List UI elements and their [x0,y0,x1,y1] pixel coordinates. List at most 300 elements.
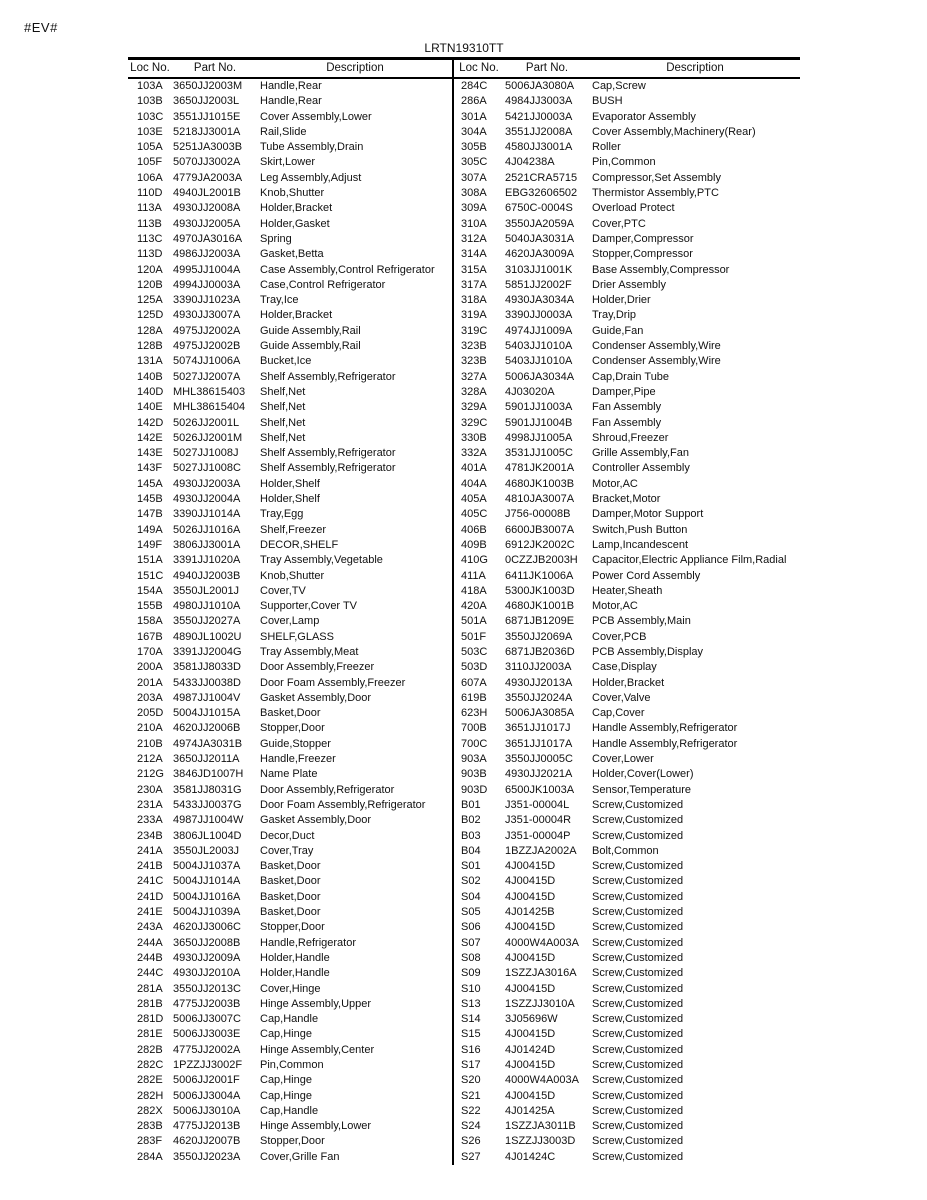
part-no-cell: 6871JB1209E [505,615,575,628]
loc-no-cell: 155B [137,600,163,613]
description-cell: Holder,Cover(Lower) [592,768,694,781]
loc-no-cell: 607A [461,676,487,689]
description-cell: Bracket,Motor [592,493,661,506]
part-no-cell: 5006JJ3004A [173,1089,241,1102]
description-cell: Screw,Customized [592,814,684,827]
loc-no-cell: 143E [137,447,163,460]
loc-no-cell: S24 [461,1120,481,1133]
part-no-cell: 4975JJ2002B [173,340,241,353]
part-no-cell: 5004JJ1015A [173,707,241,720]
part-no-cell: 4J00415D [505,1059,556,1071]
description-cell: Base Assembly,Compressor [592,263,730,276]
description-cell: Door Foam Assembly,Refrigerator [260,798,426,811]
description-cell: SHELF,GLASS [260,630,334,643]
loc-no-cell: 103A [137,80,163,92]
table-row [128,201,452,216]
description-cell: Holder,Shelf [260,477,320,490]
description-cell: Screw,Customized [592,1013,684,1026]
loc-no-cell: 281A [137,982,163,995]
description-cell: Compressor,Set Assembly [592,171,721,184]
table-row [128,752,452,767]
loc-no-cell: 323B [461,340,487,353]
description-cell: Shelf,Net [260,385,306,398]
part-no-cell: 4J04238A [505,156,555,169]
loc-no-cell: 286A [461,95,487,108]
description-cell: Hinge Assembly,Upper [260,997,372,1010]
part-no-cell: 4620JJ2006B [173,722,241,735]
loc-no-cell: 131A [137,355,163,368]
table-row [454,553,800,568]
description-cell: Pin,Common [260,1059,324,1071]
part-no-cell: 5004JJ1039A [173,906,241,919]
description-cell: Shelf,Net [260,431,306,444]
description-cell: Stopper,Door [260,1135,325,1148]
table-row [454,1104,800,1119]
page-title: LRTN19310TT [424,41,504,55]
part-no-cell: 4775JJ2002A [173,1043,241,1056]
table-row [128,936,452,951]
part-no-cell: 4J03020A [505,385,555,398]
part-no-cell: 3551JJ1015E [173,110,241,123]
parts-table-left [128,60,452,1165]
description-cell: Cover,Valve [592,691,651,704]
part-no-cell: 4775JJ2013B [173,1120,241,1133]
loc-no-cell: 317A [461,278,487,291]
part-no-cell: 5251JA3003B [173,141,243,154]
loc-no-cell: 210A [137,722,163,735]
description-cell: Screw,Customized [592,921,684,934]
table-row [128,813,452,828]
description-cell: Shelf Assembly,Refrigerator [260,462,396,475]
table-row [128,155,452,170]
loc-no-cell: 619B [461,691,487,704]
part-no-cell: 4930JJ2003A [173,477,241,490]
part-no-cell: 4620JA3009A [505,248,575,261]
table-row [128,263,452,278]
description-cell: Shelf Assembly,Refrigerator [260,447,396,460]
loc-no-cell: 105F [137,156,163,169]
loc-no-cell: 125D [137,309,164,322]
table-row [128,737,452,752]
description-cell: Handle,Rear [260,80,322,92]
description-cell: Shelf,Freezer [260,523,327,536]
description-cell: Screw,Customized [592,967,684,980]
loc-no-cell: 201A [137,676,163,689]
description-cell: Screw,Customized [592,936,684,949]
loc-no-cell: 128B [137,340,163,353]
description-cell: Leg Assembly,Adjust [260,171,362,184]
loc-no-cell: 241B [137,860,163,873]
description-cell: Thermistor Assembly,PTC [592,187,719,200]
loc-no-cell: S14 [461,1013,481,1026]
loc-no-cell: B03 [461,829,481,842]
col-header-part-no: Part No. [172,60,258,78]
description-cell: Guide Assembly,Rail [260,324,361,337]
loc-no-cell: 332A [461,447,487,460]
loc-no-cell: 330B [461,431,487,444]
table-row [454,614,800,629]
loc-no-cell: 501F [461,630,487,643]
loc-no-cell: 323B [461,355,487,368]
description-cell: Shelf,Net [260,401,306,414]
loc-no-cell: 301A [461,110,487,123]
loc-no-cell: 158A [137,615,163,628]
loc-no-cell: 411A [461,569,486,582]
table-row [128,1089,452,1104]
loc-no-cell: 205D [137,707,164,720]
loc-no-cell: S10 [461,982,481,995]
loc-no-cell: 284C [461,80,488,92]
header-row [454,60,800,78]
description-cell: Screw,Customized [592,875,684,888]
description-cell: Bucket,Ice [260,355,312,368]
part-no-cell: 4775JJ2003B [173,997,241,1010]
table-row [128,186,452,201]
part-no-cell: 4J00415D [505,1028,556,1041]
loc-no-cell: 113A [137,202,162,215]
part-no-cell: 5006JA3034A [505,370,575,383]
right-rows-body [454,78,800,1165]
part-no-cell: 4987JJ1004W [173,814,244,827]
parts-table [128,57,800,1165]
table-row [128,951,452,966]
table-row [454,431,800,446]
part-no-cell: MHL38615404 [173,401,246,414]
part-no-cell: 3103JJ1001K [505,263,573,276]
table-row [454,492,800,507]
part-no-cell: 3390JJ0003A [505,309,573,322]
table-row [128,477,452,492]
loc-no-cell: 142D [137,416,164,429]
description-cell: Grille Assembly,Fan [592,447,689,460]
description-cell: Handle,Rear [260,95,322,108]
table-row [128,416,452,431]
loc-no-cell: 170A [137,645,163,658]
loc-no-cell: 319A [461,309,487,322]
table-row [128,125,452,140]
table-row [454,125,800,140]
table-row [454,110,800,125]
table-row [454,385,800,400]
part-no-cell: 4940JJ2003B [173,569,241,582]
description-cell: Hinge Assembly,Center [260,1043,375,1056]
part-no-cell: 4J00415D [505,860,556,873]
description-cell: Stopper,Door [260,921,325,934]
table-row [454,232,800,247]
loc-no-cell: 309A [461,202,487,215]
col-header-description: Description [258,60,452,78]
loc-no-cell: S09 [461,967,481,980]
description-cell: Motor,AC [592,600,638,613]
part-no-cell: 4J00415D [505,890,556,903]
description-cell: Cap,Drain Tube [592,370,670,383]
loc-no-cell: 103B [137,95,163,108]
description-cell: Screw,Customized [592,1104,684,1117]
part-no-cell: 4984JJ3003A [505,95,573,108]
description-cell: Shelf,Net [260,416,306,429]
part-no-cell: 4930JJ2008A [173,202,241,215]
table-row [128,339,452,354]
description-cell: Pin,Common [592,156,656,169]
part-no-cell: 6411JK1006A [505,569,574,582]
table-row [454,997,800,1012]
part-no-cell: 4000W4A003A [505,1074,579,1087]
table-row [454,247,800,262]
description-cell: Screw,Customized [592,1043,684,1056]
loc-no-cell: 903D [461,783,488,796]
part-no-cell: 3650JJ2011A [173,753,240,766]
part-no-cell: 6912JK2002C [505,538,575,551]
part-no-cell: 4J01424D [505,1043,556,1056]
table-row [454,982,800,997]
description-cell: Spring [260,232,292,245]
description-cell: Holder,Drier [592,294,651,307]
loc-no-cell: 282H [137,1089,164,1102]
loc-no-cell: 241A [137,844,163,857]
description-cell: DECOR,SHELF [260,538,339,551]
loc-no-cell: 154A [137,584,163,597]
loc-no-cell: 140B [137,370,163,383]
parts-table-left-half [128,60,452,1165]
loc-no-cell: 315A [461,263,487,276]
description-cell: Cover,PTC [592,217,646,230]
loc-no-cell: 327A [461,370,487,383]
description-cell: PCB Assembly,Display [592,645,704,658]
table-row [128,1043,452,1058]
description-cell: Holder,Bracket [260,202,333,215]
loc-no-cell: 234B [137,829,163,842]
table-row [128,874,452,889]
loc-no-cell: 700C [461,737,488,750]
loc-no-cell: 903A [461,753,487,766]
part-no-cell: 4987JJ1004V [173,691,241,704]
description-cell: Hinge Assembly,Lower [260,1120,372,1133]
description-cell: Screw,Customized [592,951,684,964]
table-row [128,691,452,706]
description-cell: Stopper,Compressor [592,248,693,261]
description-cell: Fan Assembly [592,416,662,429]
table-row [454,140,800,155]
loc-no-cell: S13 [461,997,481,1010]
part-no-cell: 5006JJ3010A [173,1104,241,1117]
part-no-cell: 2521CRA5715 [505,171,578,184]
description-cell: Tray,Ice [260,294,299,307]
part-no-cell: 5851JJ2002F [505,278,572,291]
description-cell: Bolt,Common [592,844,659,857]
loc-no-cell: 329C [461,416,488,429]
table-row [454,798,800,813]
part-no-cell: 3550JJ2024A [505,691,573,704]
table-row [454,676,800,691]
description-cell: Damper,Motor Support [592,508,704,521]
description-cell: Screw,Customized [592,982,684,995]
loc-no-cell: 406B [461,523,487,536]
description-cell: Lamp,Incandescent [592,538,689,551]
description-cell: Handle Assembly,Refrigerator [592,722,738,735]
loc-no-cell: 282X [137,1104,163,1117]
part-no-cell: 3J05696W [505,1013,558,1026]
loc-no-cell: 210B [137,737,163,750]
part-no-cell: 4986JJ2003A [173,248,241,261]
description-cell: Door Assembly,Freezer [260,661,375,674]
description-cell: Door Assembly,Refrigerator [260,783,395,796]
table-row [128,844,452,859]
table-row [454,201,800,216]
table-row [454,400,800,415]
description-cell: Rail,Slide [260,125,307,138]
description-cell: Case Assembly,Control Refrigerator [260,263,435,276]
part-no-cell: 3550JJ0005C [505,753,573,766]
table-row [128,829,452,844]
table-row [454,1027,800,1042]
table-row [454,1058,800,1073]
part-no-cell: 4J01425B [505,906,555,919]
part-no-cell: 5026JJ2001L [173,416,240,429]
table-row [454,1043,800,1058]
description-cell: Screw,Customized [592,860,684,873]
table-row [128,660,452,675]
description-cell: Screw,Customized [592,1135,684,1148]
description-cell: Roller [592,141,621,154]
table-row [128,492,452,507]
table-row [128,798,452,813]
table-row [454,354,800,369]
loc-no-cell: 282B [137,1043,163,1056]
description-cell: Holder,Gasket [260,217,330,230]
part-no-cell: 1SZZJJ3010A [505,997,575,1010]
description-cell: Fan Assembly [592,401,662,414]
description-cell: Handle Assembly,Refrigerator [592,737,738,750]
loc-no-cell: 304A [461,125,487,138]
loc-no-cell: S08 [461,951,481,964]
description-cell: Knob,Shutter [260,187,325,200]
table-row [454,308,800,323]
loc-no-cell: 283B [137,1120,163,1133]
part-no-cell: 4580JJ3001A [505,141,573,154]
loc-no-cell: 305C [461,156,488,169]
part-no-cell: 3550JL2001J [173,584,240,597]
table-row [454,461,800,476]
description-cell: Gasket Assembly,Door [260,691,372,704]
part-no-cell: 4930JJ2009A [173,951,241,964]
loc-no-cell: 312A [461,232,487,245]
table-row [128,293,452,308]
description-cell: Screw,Customized [592,1074,684,1087]
part-no-cell: 5403JJ1010A [505,355,573,368]
table-row [128,997,452,1012]
loc-no-cell: 418A [461,584,487,597]
loc-no-cell: 318A [461,294,487,307]
part-no-cell: 5901JJ1003A [505,401,573,414]
table-row [454,752,800,767]
part-no-cell: 5006JA3080A [505,80,575,92]
table-row [454,920,800,935]
description-cell: Heater,Sheath [592,584,663,597]
description-cell: Gasket Assembly,Door [260,814,372,827]
description-cell: Tray Assembly,Vegetable [260,554,383,567]
table-row [454,874,800,889]
description-cell: Cap,Hinge [260,1074,312,1087]
part-no-cell: 4970JA3016A [173,232,243,245]
part-no-cell: 5006JJ3007C [173,1013,241,1026]
part-no-cell: J351-00004L [505,798,570,811]
part-no-cell: 0CZZJB2003H [505,554,578,567]
loc-no-cell: 167B [137,630,163,643]
loc-no-cell: 142E [137,431,163,444]
description-cell: Holder,Bracket [260,309,333,322]
description-cell: Cover,Hinge [260,982,321,995]
col-header-loc-no: Loc No. [454,60,504,78]
loc-no-cell: 149A [137,523,163,536]
part-no-cell: 4890JL1002U [173,630,242,643]
part-no-cell: 4779JA2003A [173,171,243,184]
loc-no-cell: 105A [137,141,163,154]
table-row [128,1119,452,1134]
description-cell: Screw,Customized [592,829,684,842]
part-no-cell: J756-00008B [505,508,571,521]
loc-no-cell: 501A [461,615,487,628]
part-no-cell: 4995JJ1004A [173,263,241,276]
table-row [454,186,800,201]
table-row [128,569,452,584]
table-row [454,706,800,721]
table-row [128,523,452,538]
part-no-cell: 4930JJ2010A [173,967,241,980]
loc-no-cell: 151C [137,569,164,582]
loc-no-cell: S02 [461,875,481,888]
loc-no-cell: 903B [461,768,487,781]
table-row [454,569,800,584]
table-row [128,400,452,415]
description-cell: Shroud,Freezer [592,431,669,444]
loc-no-cell: S20 [461,1074,481,1087]
loc-no-cell: 140E [137,401,163,414]
loc-no-cell: S27 [461,1150,481,1163]
part-no-cell: 5004JJ1016A [173,890,241,903]
part-no-cell: MHL38615403 [173,385,246,398]
part-no-cell: 3581JJ8033D [173,661,241,674]
loc-no-cell: 143F [137,462,163,475]
part-no-cell: 3550JJ2027A [173,615,241,628]
table-row [454,599,800,614]
loc-no-cell: 700B [461,722,487,735]
table-row [454,94,800,109]
loc-no-cell: S06 [461,921,481,934]
description-cell: Basket,Door [260,875,321,888]
description-cell: Tube Assembly,Drain [260,141,364,154]
table-row [128,645,452,660]
description-cell: Screw,Customized [592,798,684,811]
loc-no-cell: 125A [137,294,163,307]
description-cell: Cap,Hinge [260,1089,312,1102]
table-row [454,844,800,859]
description-cell: Screw,Customized [592,890,684,903]
loc-no-cell: 241D [137,890,164,903]
description-cell: Cover,Lower [592,753,654,766]
description-cell: Screw,Customized [592,1089,684,1102]
loc-no-cell: 241E [137,906,163,919]
table-row [454,370,800,385]
part-no-cell: 4J00415D [505,921,556,934]
part-no-cell: 5027JJ2007A [173,370,241,383]
part-no-cell: 4940JL2001B [173,187,241,200]
loc-no-cell: 244B [137,951,163,964]
part-no-cell: 3390JJ1023A [173,294,241,307]
loc-no-cell: 307A [461,171,487,184]
col-header-description: Description [590,60,800,78]
parts-table-right [454,60,800,1165]
description-cell: Condenser Assembly,Wire [592,340,721,353]
